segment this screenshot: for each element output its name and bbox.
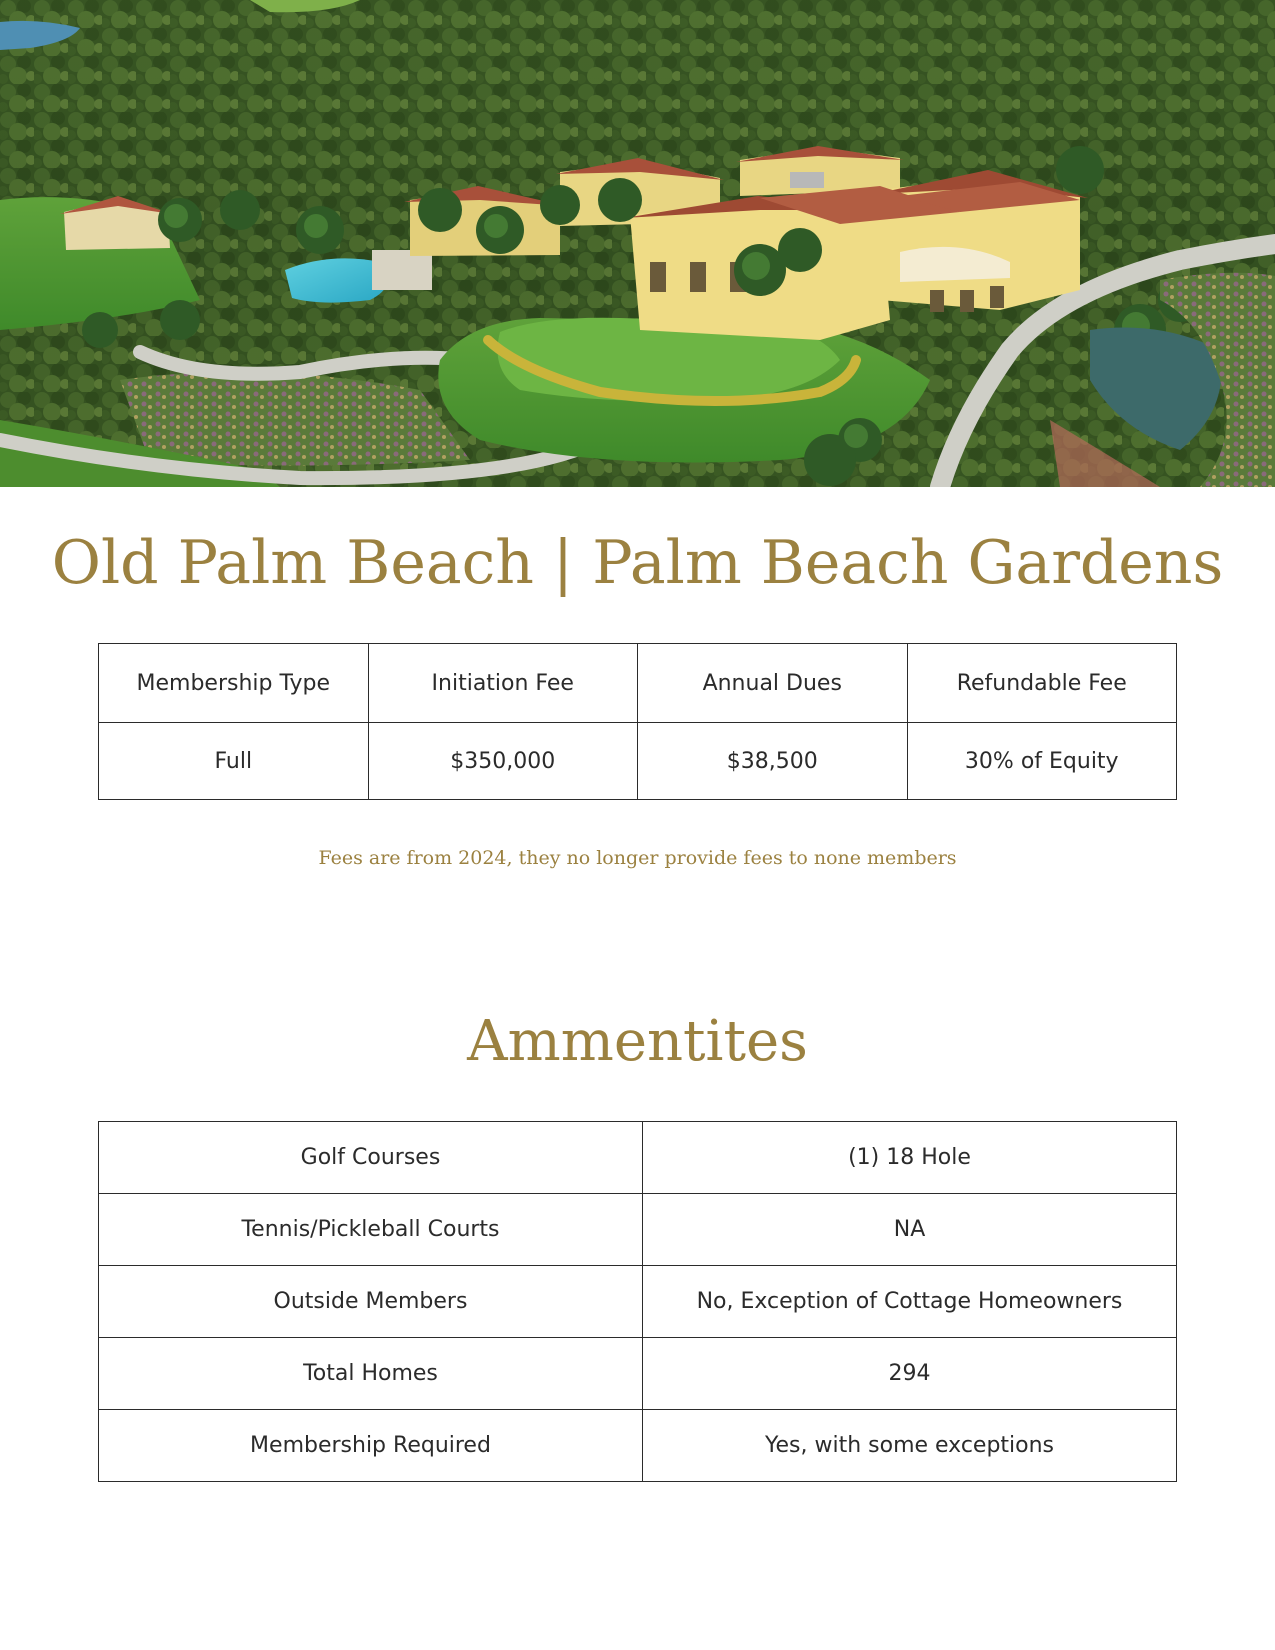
hero-aerial-photo <box>0 0 1275 487</box>
amenity-value: 294 <box>643 1338 1177 1410</box>
table-row <box>99 1266 1177 1338</box>
header-initiation-fee: Initiation Fee <box>368 644 638 723</box>
cell-refundable-fee: 30% of Equity <box>907 723 1177 800</box>
amenities-table <box>98 1121 1177 1482</box>
amenity-value: No, Exception of Cottage Homeowners <box>643 1266 1177 1338</box>
table-row <box>99 1410 1177 1482</box>
table-row <box>99 1194 1177 1266</box>
amenity-value: (1) 18 Hole <box>643 1122 1177 1194</box>
table-row <box>99 1122 1177 1194</box>
page-title: Old Palm Beach | Palm Beach Gardens <box>51 528 1224 598</box>
amenities-title: Ammentites <box>467 1009 808 1074</box>
table-header-row <box>99 644 1177 723</box>
amenity-label: Membership Required <box>99 1410 643 1482</box>
header-membership-type: Membership Type <box>99 644 369 723</box>
cell-membership-type: Full <box>99 723 369 800</box>
header-refundable-fee: Refundable Fee <box>907 644 1177 723</box>
cell-initiation-fee: $350,000 <box>368 723 638 800</box>
amenity-value: NA <box>643 1194 1177 1266</box>
header-annual-dues: Annual Dues <box>638 644 908 723</box>
table-row <box>99 723 1177 800</box>
cell-annual-dues: $38,500 <box>638 723 908 800</box>
amenity-label: Total Homes <box>99 1338 643 1410</box>
table-row <box>99 1338 1177 1410</box>
amenity-label: Outside Members <box>99 1266 643 1338</box>
membership-fees-table <box>98 643 1177 800</box>
amenity-label: Golf Courses <box>99 1122 643 1194</box>
fees-note: Fees are from 2024, they no longer provide fees to none members <box>318 847 957 869</box>
amenity-label: Tennis/Pickleball Courts <box>99 1194 643 1266</box>
amenity-value: Yes, with some exceptions <box>643 1410 1177 1482</box>
